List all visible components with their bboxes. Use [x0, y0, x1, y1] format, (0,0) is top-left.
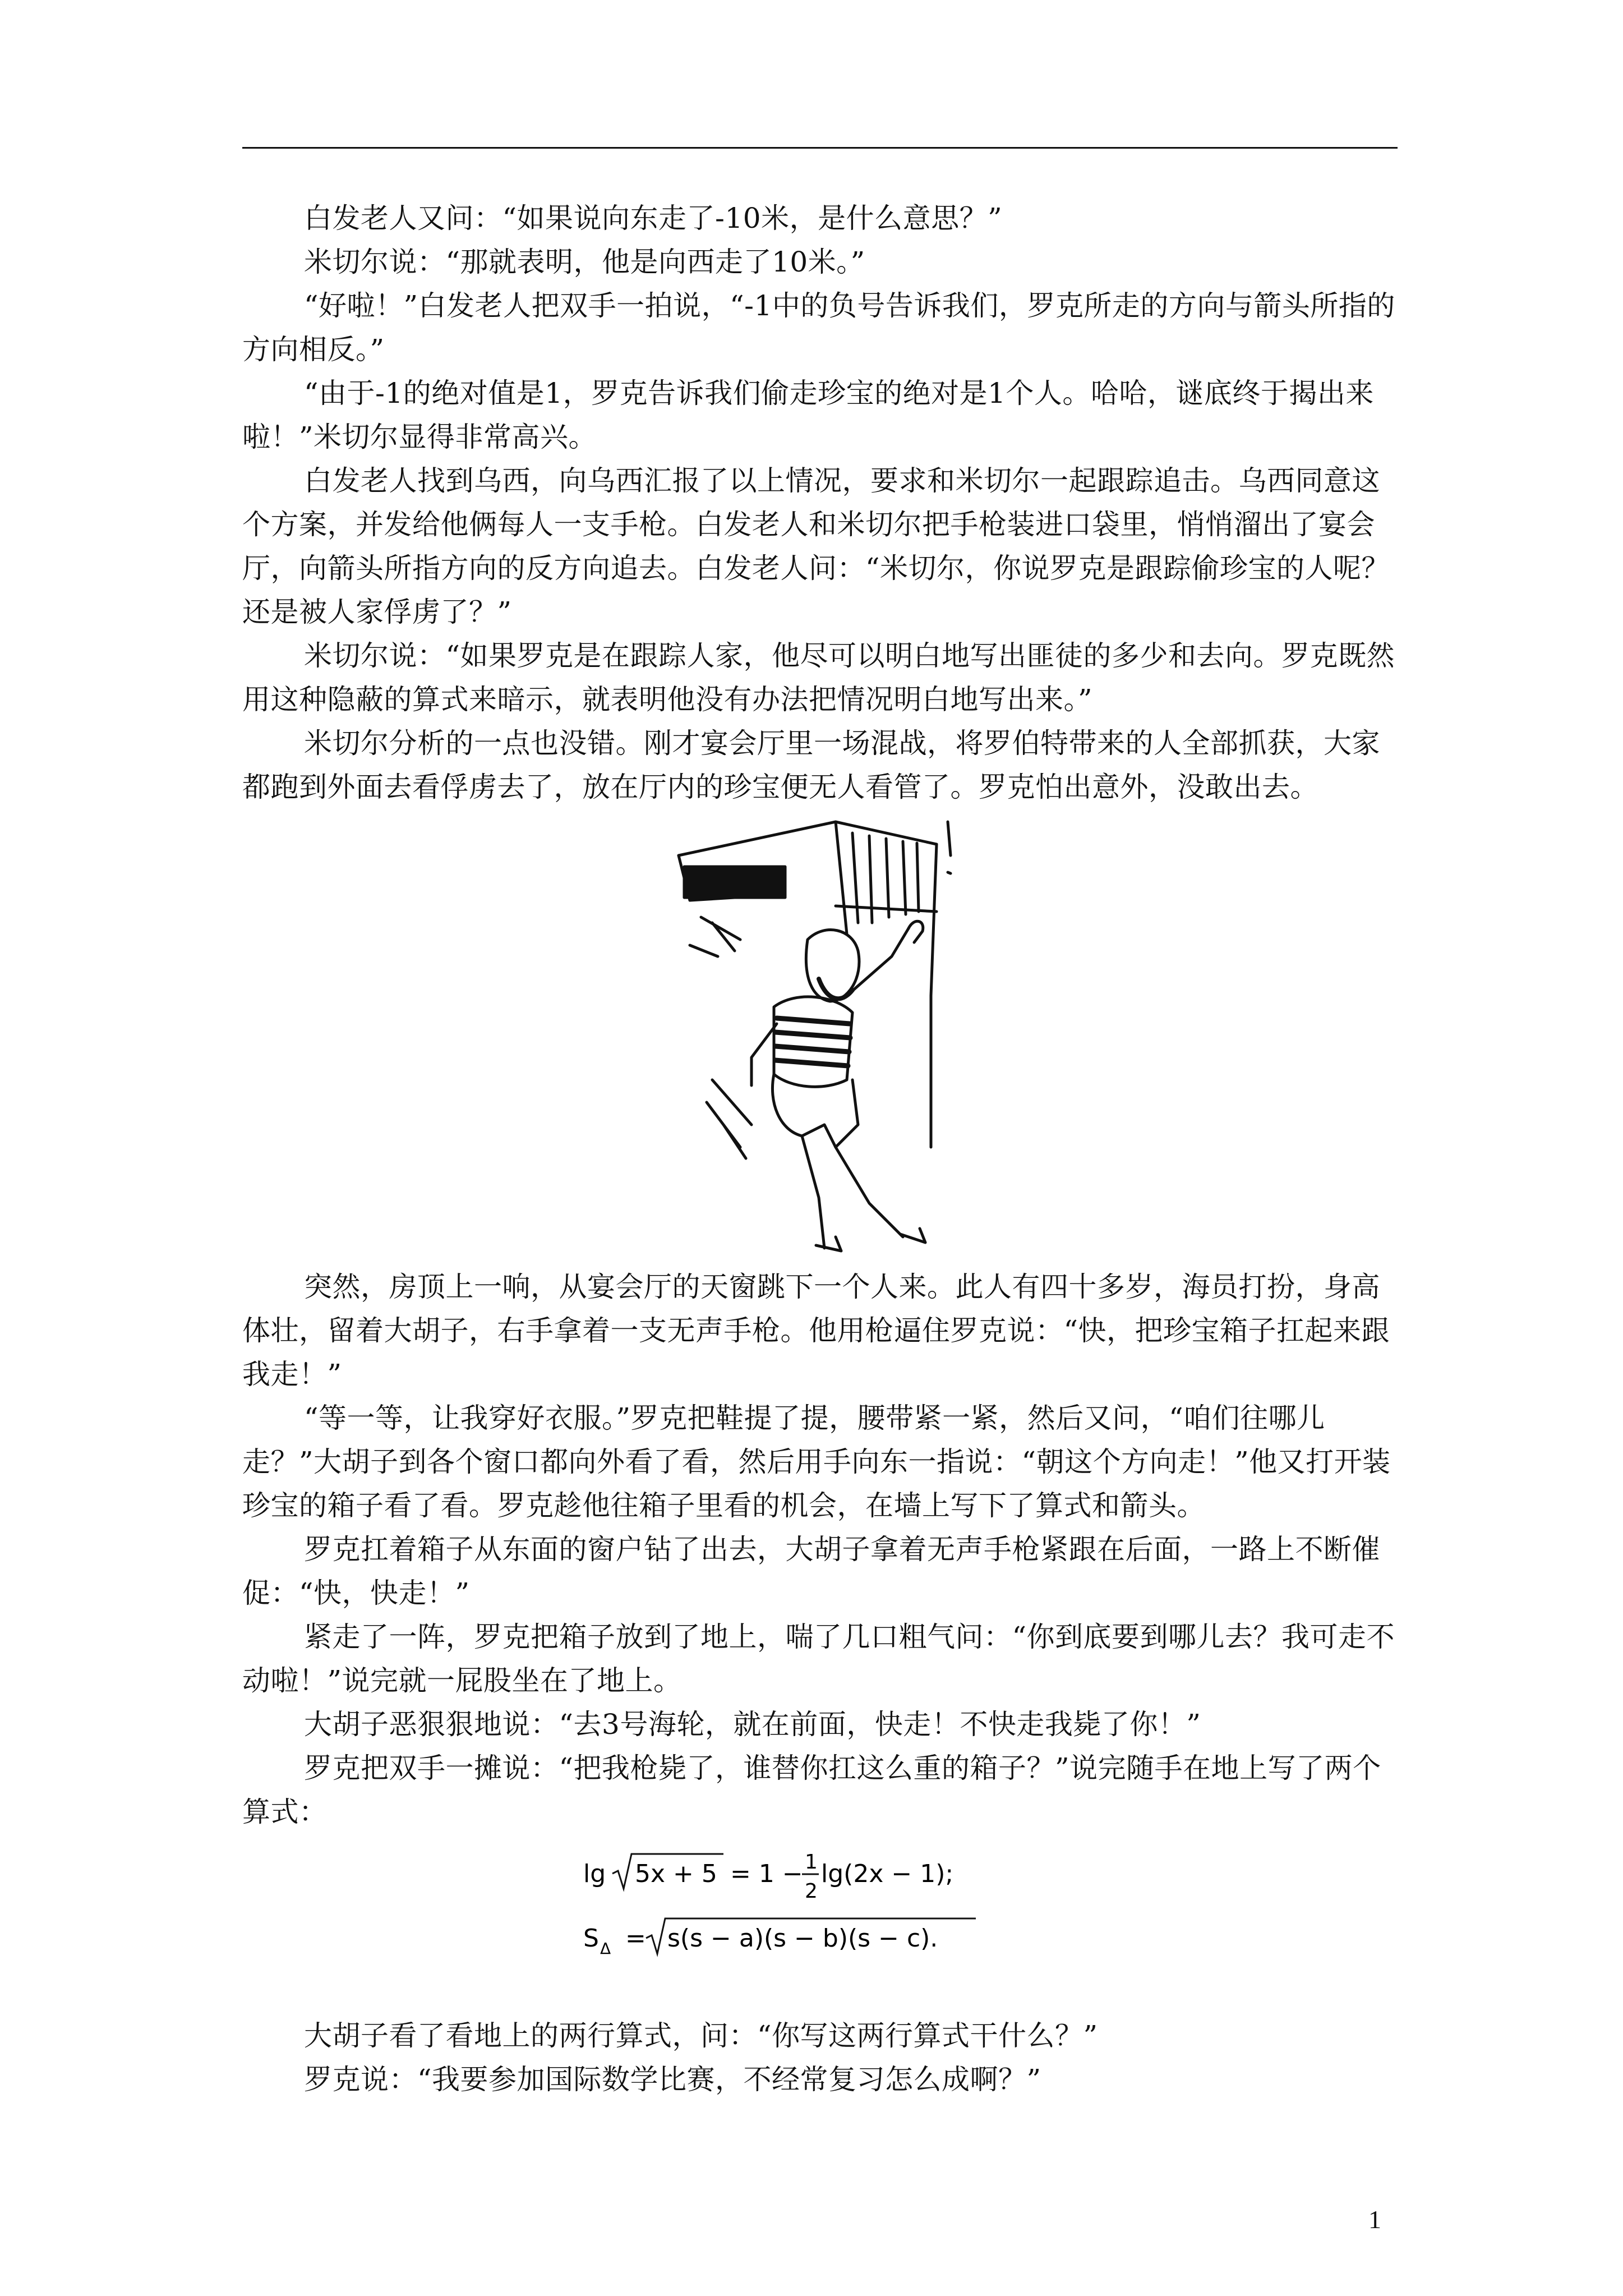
- formula-lg-right: lg(2x − 1);: [821, 1860, 954, 1888]
- paragraph: 罗克说：“我要参加国际数学比赛，不经常复习怎么成啊？”: [304, 2063, 1041, 2096]
- paragraph: 白发老人找到乌西，向乌西汇报了以上情况，要求和米切尔一起跟踪追击。乌西同意这个方案，并发给他俩每人一支手枪。白发老人和米切尔把手枪装进口袋里，悄悄溜出了宴会厅，向箭头所指方向的反方向追去。白发老人问：“米切尔，你说罗克是跟踪偷珍宝的人呢？还是被人家俘虏了？”: [242, 464, 1390, 628]
- paragraph: 突然，房顶上一响，从宴会厅的天窗跳下一个人来。此人有四十多岁，海员打扮，身高体壮，留着大胡子，右手拿着一支无声手枪。他用枪逼住罗克说：“快，把珍宝箱子扛起来跟我走！”: [242, 1271, 1390, 1391]
- formula-radicand-1: 5x + 5: [635, 1860, 717, 1888]
- paragraph: 米切尔分析的一点也没错。刚才宴会厅里一场混战，将罗伯特带来的人全部抓获，大家都跑到外面去看俘虏去了，放在厅内的珍宝便无人看管了。罗克怕出意外，没敢出去。: [242, 727, 1380, 803]
- formula-radicand-2: s(s − a)(s − b)(s − c).: [667, 1924, 938, 1953]
- illustration-man-jumping: [667, 811, 981, 1259]
- paragraph: 米切尔说：“如果罗克是在跟踪人家，他尽可以明白地写出匪徒的多少和去向。罗克既然用这种隐蔽的算式来暗示，就表明他没有办法把情况明白地写出来。”: [242, 639, 1395, 716]
- formula-fraction-denominator: 2: [805, 1880, 818, 1903]
- math-formulas: [583, 1848, 1009, 1961]
- text-block-middle: [242, 1265, 1398, 1834]
- paragraph: “等一等，让我穿好衣服。”罗克把鞋提了提，腰带紧一紧，然后又问，“咱们往哪儿走？”大胡子到各个窗口都向外看了看，然后用手向东一指说：“朝这个方向走！”他又打开装珍宝的箱子看了看。罗克趁他往箱子里看的机会，在墙上写下了算式和箭头。: [242, 1402, 1391, 1522]
- formula-lg: lg: [583, 1860, 606, 1888]
- paragraph: “好啦！”白发老人把双手一拍说，“-1中的负号告诉我们，罗克所走的方向与箭头所指的方向相反。”: [242, 289, 1395, 366]
- paragraph: 罗克扛着箱子从东面的窗户钻了出去，大胡子拿着无声手枪紧跟在后面，一路上不断催促：“快，快走！”: [242, 1533, 1380, 1609]
- paragraph: 米切尔说：“那就表明，他是向西走了10米。”: [304, 246, 865, 278]
- paragraph: 白发老人又问：“如果说向东走了-10米，是什么意思？”: [304, 202, 1003, 234]
- formula-equals-one-minus: = 1 −: [730, 1860, 803, 1888]
- paragraph: 大胡子看了看地上的两行算式，问：“你写这两行算式干什么？”: [304, 2019, 1098, 2052]
- formula-area-s: S: [583, 1924, 599, 1953]
- formula-equals: =: [625, 1924, 646, 1953]
- paragraph: “由于-1的绝对值是1，罗克告诉我们偷走珍宝的绝对是1个人。哈哈，谜底终于揭出来啦！”米切尔显得非常高兴。: [242, 377, 1374, 453]
- header-rule: [242, 147, 1398, 149]
- page-number: 1: [1368, 2205, 1381, 2234]
- text-block-bottom: [242, 2014, 1398, 2101]
- text-block-top: [242, 196, 1398, 809]
- paragraph: 罗克把双手一摊说：“把我枪毙了，谁替你扛这么重的箱子？”说完随手在地上写了两个算式：: [242, 1752, 1381, 1828]
- paragraph: 大胡子恶狠狠地说：“去3号海轮，就在前面，快走！不快走我毙了你！”: [304, 1708, 1201, 1741]
- formula-fraction-numerator: 1: [805, 1851, 818, 1874]
- formula-triangle-subscript: Δ: [600, 1939, 611, 1958]
- paragraph: 紧走了一阵，罗克把箱子放到了地上，喘了几口粗气问：“你到底要到哪儿去？我可走不动啦！”说完就一屁股坐在了地上。: [242, 1621, 1395, 1697]
